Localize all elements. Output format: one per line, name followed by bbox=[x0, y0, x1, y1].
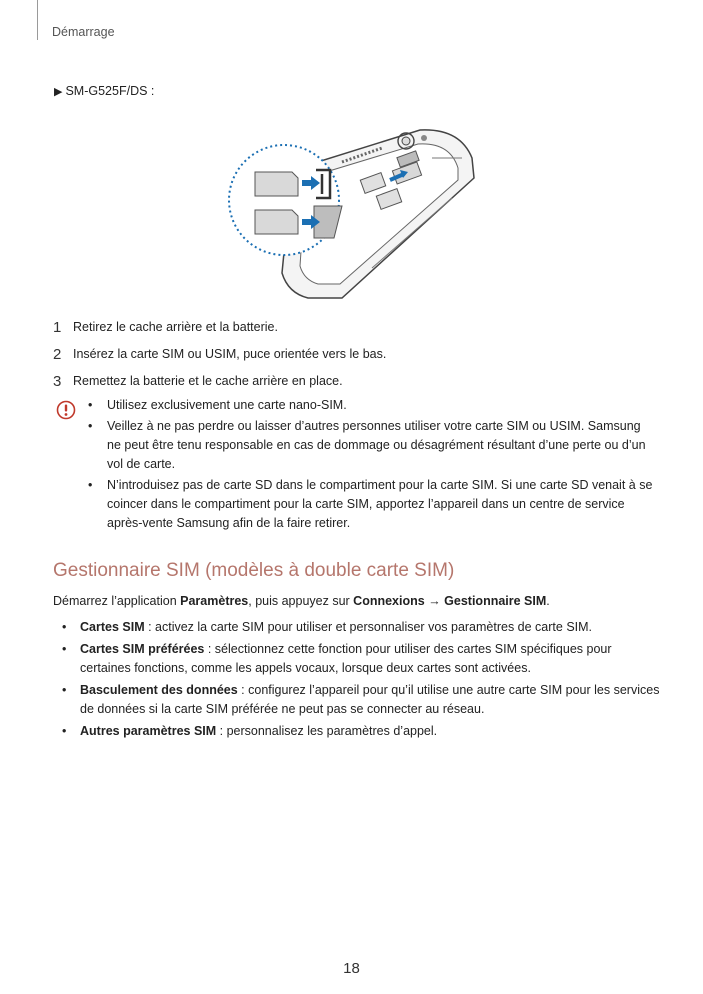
section-intro: Démarrez l’application Paramètres, puis appuyez sur Connexions → Gestionnaire SIM. bbox=[53, 594, 550, 608]
caution-item: • Veillez à ne pas perdre ou laisser d’autres personnes utiliser votre carte SIM ou USIM. Samsung ne peut être tenu responsable en cas de dommage ou désagrément résultant d’une perte ou d’un vol de carte. bbox=[88, 417, 653, 474]
step-2: 2 Insérez la carte SIM ou USIM, puce orientée vers le bas. bbox=[53, 346, 387, 363]
list-item: • Cartes SIM préférées : sélectionnez cette fonction pour utiliser des cartes SIM spécifiques pour certaines fonctions, comme les appels vocaux, lorsque deux cartes sont activées. bbox=[62, 640, 662, 678]
model-label: ▶ SM-G525F/DS : bbox=[54, 84, 155, 98]
triangle-bullet-icon: ▶ bbox=[54, 86, 63, 98]
caution-item: • N’introduisez pas de carte SD dans le compartiment pour la carte SIM. Si une carte SD venait à se coincer dans le compartiment pour la carte SIM, apportez l’appareil dans un centre de service après-vente Samsung afin de la faire retirer. bbox=[88, 476, 653, 533]
section-title: Gestionnaire SIM (modèles à double carte SIM) bbox=[53, 560, 455, 581]
page-number: 18 bbox=[343, 960, 360, 977]
list-item: • Cartes SIM : activez la carte SIM pour utiliser et personnaliser vos paramètres de carte SIM. bbox=[62, 618, 662, 637]
header-rule bbox=[37, 0, 38, 40]
sim-manager-options bbox=[62, 618, 662, 744]
caution-icon bbox=[56, 400, 76, 420]
list-item: • Basculement des données : configurez l’appareil pour qu’il utilise une autre carte SIM pour les services de données si la carte SIM préférée ne peut pas se connecter au réseau. bbox=[62, 681, 662, 719]
caution-item: • Utilisez exclusivement une carte nano-SIM. bbox=[88, 396, 653, 415]
list-item: • Autres paramètres SIM : personnalisez les paramètres d’appel. bbox=[62, 722, 662, 741]
step-3: 3 Remettez la batterie et le cache arrière en place. bbox=[53, 373, 343, 390]
section-header: Démarrage bbox=[52, 25, 115, 39]
step-1: 1 Retirez le cache arrière et la batterie. bbox=[53, 319, 278, 336]
sim-insertion-illustration bbox=[222, 118, 484, 304]
caution-list bbox=[88, 396, 653, 535]
